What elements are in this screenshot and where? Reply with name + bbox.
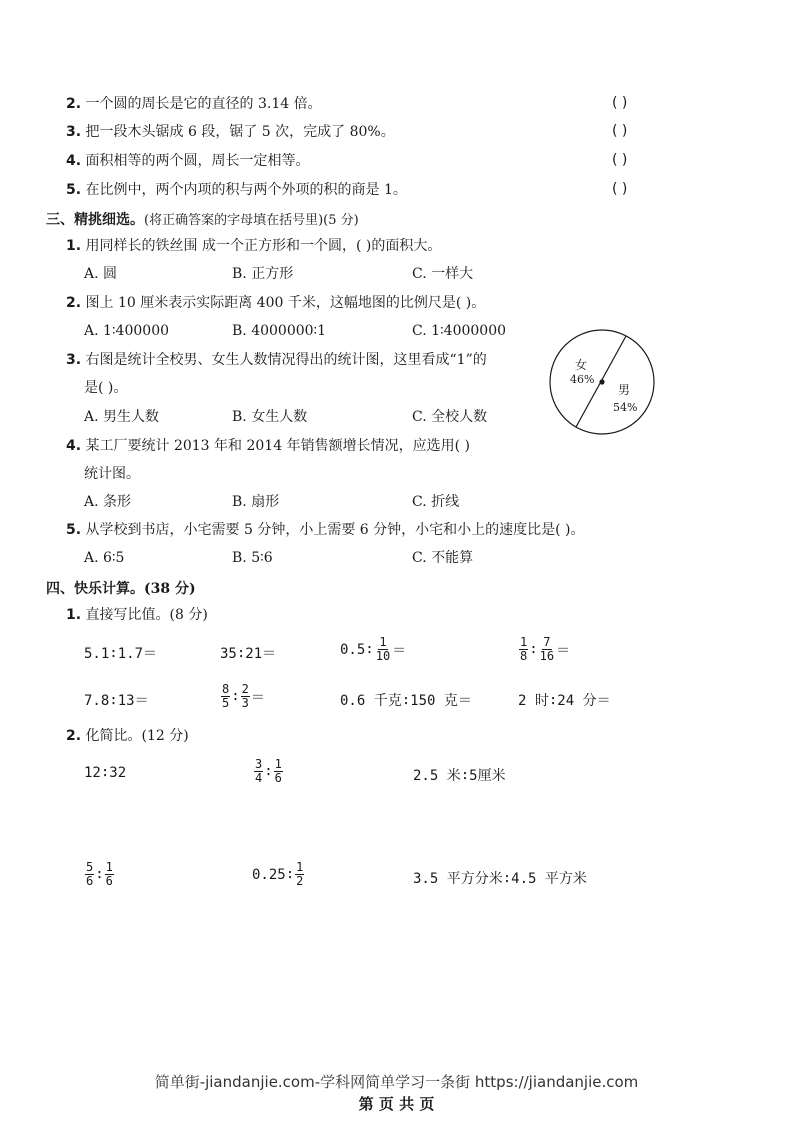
subquestion-2: 2. 化简比。(12 分) bbox=[66, 728, 189, 744]
option-c: C. 不能算 bbox=[412, 550, 474, 566]
subquestion-text: 直接写比值。(8 分) bbox=[85, 607, 208, 623]
option-a: A. 6∶5 bbox=[84, 550, 125, 566]
option-c: C. 折线 bbox=[412, 494, 460, 510]
answer-paren: ( ) bbox=[612, 152, 628, 168]
expression: 2 时∶24 分＝ bbox=[518, 693, 611, 709]
expression: 0.5∶ $\frac{1}{10}$ ＝ bbox=[340, 635, 407, 663]
section-heading-4: 四、快乐计算。(38 分) bbox=[46, 581, 196, 597]
fraction: $\frac{1}{6}$ bbox=[274, 757, 282, 785]
option-b: B. 5∶6 bbox=[232, 550, 273, 566]
option-b: B. 扇形 bbox=[232, 494, 280, 510]
fraction: $\frac{1}{10}$ bbox=[375, 635, 391, 663]
fraction: $\frac{3}{4}$ bbox=[255, 757, 263, 785]
expression: $\frac{5}{6}$ ∶ $\frac{1}{6}$ bbox=[86, 860, 113, 888]
judge-item-4: 4. 面积相等的两个圆，周长一定相等。 bbox=[66, 153, 310, 169]
answer-paren: ( ) bbox=[612, 181, 628, 197]
option-b: B. 4000000∶1 bbox=[232, 323, 327, 339]
expression: $\frac{3}{4}$ ∶ $\frac{1}{6}$ bbox=[255, 757, 282, 785]
fraction: $\frac{1}{8}$ bbox=[520, 635, 528, 663]
question-text: 从学校到书店，小宅需要 5 分钟，小上需要 6 分钟，小宅和小上的速度比是( )。 bbox=[85, 522, 585, 538]
option-a: A. 男生人数 bbox=[84, 409, 160, 425]
question-text-continued: 统计图。 bbox=[84, 466, 140, 482]
choice-question-2: 2. 图上 10 厘米表示实际距离 400 千米，这幅地图的比例尺是( )。 bbox=[66, 295, 486, 311]
question-text: 用同样长的铁丝围 成一个正方形和一个圆，( )的面积大。 bbox=[85, 238, 442, 254]
fraction: $\frac{1}{2}$ bbox=[296, 860, 304, 888]
pie-female-label: 女 bbox=[575, 358, 588, 372]
answer-paren: ( ) bbox=[612, 123, 628, 139]
question-text: 某工厂要统计 2013 年和 2014 年销售额增长情况，应选用( ) bbox=[85, 438, 470, 454]
subquestion-1: 1. 直接写比值。(8 分) bbox=[66, 607, 208, 623]
judge-item-3: 3. 把一段木头锯成 6 段，锯了 5 次，完成了 80%。 bbox=[66, 124, 395, 140]
option-c: C. 全校人数 bbox=[412, 409, 488, 425]
question-text-continued: 是( )。 bbox=[84, 380, 128, 396]
expression: 7.8∶13＝ bbox=[84, 693, 149, 709]
judge-item-text: 在比例中，两个内项的积与两个外项的积的商是 1。 bbox=[85, 182, 407, 198]
expression: 35∶21＝ bbox=[220, 646, 277, 662]
question-text: 右图是统计全校男、女生人数情况得出的统计图，这里看成“1”的 bbox=[85, 352, 487, 368]
subquestion-text: 化简比。(12 分) bbox=[85, 728, 189, 744]
fraction: $\frac{5}{6}$ bbox=[86, 860, 94, 888]
fraction: $\frac{1}{6}$ bbox=[105, 860, 113, 888]
footer-watermark: 简单街-jiandanjie.com-学科网简单学习一条街 https://jiandanjie.com bbox=[154, 1073, 639, 1091]
page-number: 第 页 共 页 bbox=[358, 1095, 435, 1113]
section-heading-3: 三、精挑细选。(将正确答案的字母填在括号里)(5 分) bbox=[46, 212, 359, 228]
expression: $\frac{1}{8}$ ∶ $\frac{7}{16}$ ＝ bbox=[520, 635, 571, 663]
expression: $\frac{8}{5}$ ∶ $\frac{2}{3}$ ＝ bbox=[222, 682, 265, 710]
pie-center-dot bbox=[599, 379, 604, 384]
option-b: B. 正方形 bbox=[232, 266, 294, 282]
option-a: A. 圆 bbox=[84, 266, 118, 282]
pie-male-percent: 54% bbox=[613, 401, 638, 414]
option-a: A. 条形 bbox=[84, 494, 132, 510]
pie-male-label: 男 bbox=[618, 383, 631, 397]
expression: 3.5 平方分米∶4.5 平方米 bbox=[413, 871, 587, 887]
option-a: A. 1∶400000 bbox=[84, 323, 170, 339]
choice-question-1: 1. 用同样长的铁丝围 成一个正方形和一个圆，( )的面积大。 bbox=[66, 238, 442, 254]
pie-female-percent: 46% bbox=[570, 373, 595, 386]
expression: 2.5 米∶5厘米 bbox=[413, 768, 506, 784]
choice-question-5: 5. 从学校到书店，小宅需要 5 分钟，小上需要 6 分钟，小宅和小上的速度比是( )。 bbox=[66, 522, 585, 538]
fraction: $\frac{2}{3}$ bbox=[241, 682, 249, 710]
judge-item-2: 2. 一个圆的周长是它的直径的 3.14 倍。 bbox=[66, 96, 322, 112]
expression: 0.6 千克∶150 克＝ bbox=[340, 693, 472, 709]
option-c: C. 一样大 bbox=[412, 266, 474, 282]
judge-item-text: 面积相等的两个圆，周长一定相等。 bbox=[85, 153, 310, 169]
option-b: B. 女生人数 bbox=[232, 409, 308, 425]
judge-item-text: 把一段木头锯成 6 段，锯了 5 次，完成了 80%。 bbox=[85, 124, 395, 140]
expression: 12∶32 bbox=[84, 765, 127, 781]
expression: 5.1∶1.7＝ bbox=[84, 646, 158, 662]
question-text: 图上 10 厘米表示实际距离 400 千米，这幅地图的比例尺是( )。 bbox=[85, 295, 486, 311]
judge-item-text: 一个圆的周长是它的直径的 3.14 倍。 bbox=[85, 96, 322, 112]
pie-chart-figure bbox=[541, 325, 661, 435]
pie-chart bbox=[541, 325, 661, 435]
option-c: C. 1∶4000000 bbox=[412, 323, 507, 339]
choice-question-3: 3. 右图是统计全校男、女生人数情况得出的统计图，这里看成“1”的 bbox=[66, 352, 487, 368]
answer-paren: ( ) bbox=[612, 95, 628, 111]
choice-question-4: 4. 某工厂要统计 2013 年和 2014 年销售额增长情况，应选用( ) bbox=[66, 438, 470, 454]
judge-item-5: 5. 在比例中，两个内项的积与两个外项的积的商是 1。 bbox=[66, 182, 407, 198]
fraction: $\frac{8}{5}$ bbox=[222, 682, 230, 710]
fraction: $\frac{7}{16}$ bbox=[539, 635, 555, 663]
expression: 0.25∶ $\frac{1}{2}$ bbox=[252, 860, 304, 888]
